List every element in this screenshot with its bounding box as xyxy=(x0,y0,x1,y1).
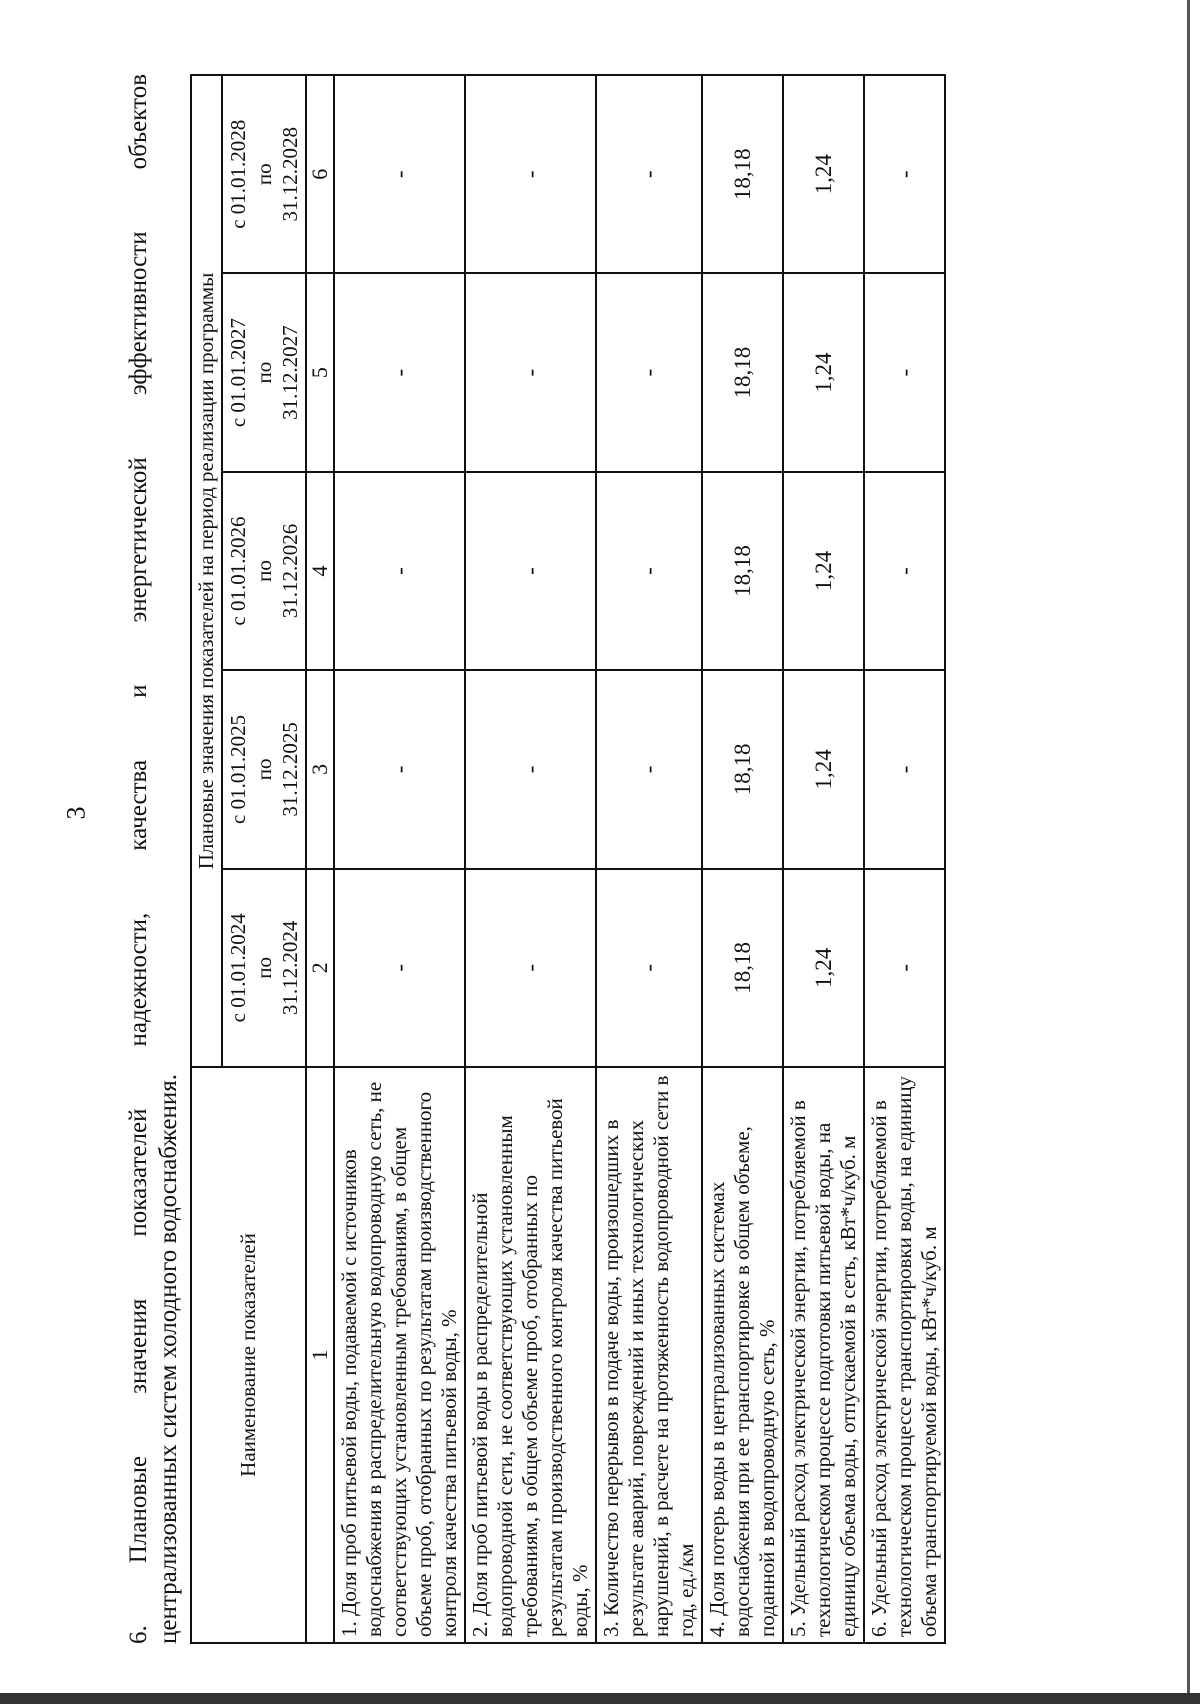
indicator-value: - xyxy=(334,472,465,670)
heading-word: качества xyxy=(125,759,152,851)
table-header-row xyxy=(191,75,222,1643)
indicator-value: - xyxy=(334,670,465,868)
group-header: Плановые значения показателей на период реализации программы xyxy=(191,75,222,1067)
indicator-name: 6. Удельный расход электрической энергии, потребляемой в технологическом процессе транспортировки воды, на единицу объема транспортируемой воды, кВт*ч/куб. м xyxy=(864,1067,945,1643)
indicator-value: - xyxy=(596,472,702,670)
scan-edge-bottom xyxy=(0,1693,1200,1704)
indicator-value: - xyxy=(465,472,596,670)
column-number: 5 xyxy=(306,273,334,471)
indicator-value: - xyxy=(465,869,596,1067)
column-number: 4 xyxy=(306,472,334,670)
table-row xyxy=(596,75,702,1643)
indicator-value: - xyxy=(864,75,945,273)
heading-word: показателей xyxy=(125,1108,152,1237)
section-heading xyxy=(124,74,184,1644)
indicator-name: 4. Доля потерь воды в централизованных системах водоснабжения при ее транспортировке в общем объеме, поданной в водопроводную сеть, % xyxy=(702,1067,783,1643)
indicator-value: 18,18 xyxy=(702,75,783,273)
indicator-value: - xyxy=(465,670,596,868)
indicator-value: - xyxy=(596,273,702,471)
heading-word: энергетической xyxy=(125,457,152,623)
indicator-value: 18,18 xyxy=(702,670,783,868)
indicator-value: - xyxy=(596,670,702,868)
heading-line-1 xyxy=(124,74,154,1644)
indicator-name: 5. Удельный расход электрической энергии, потребляемой в технологическом процессе подготовки питьевой воды, на единицу объема воды, отпускаемой в сеть, кВт*ч/куб. м xyxy=(783,1067,864,1643)
indicator-name: 2. Доля проб питьевой воды в распределительной водопроводной сети, не соответствующих установленным требованиям, в общем объеме проб, отобранных по результатам производственного контроля качества питьевой воды, % xyxy=(465,1067,596,1643)
indicator-name: 1. Доля проб питьевой воды, подаваемой с источников водоснабжения в распределительную водопроводную сеть, не соответствующих установленным требованиям, в общем объеме проб, отобранных по результатам производственного контроля качества питьевой воды, % xyxy=(334,1067,465,1643)
scan-edge-right xyxy=(1187,0,1190,1704)
heading-word: эффективности xyxy=(125,231,152,396)
page-number: 3 xyxy=(61,806,91,820)
indicator-value: - xyxy=(596,869,702,1067)
heading-word: Плановые xyxy=(125,1455,152,1564)
indicator-value: 18,18 xyxy=(702,273,783,471)
indicator-value: - xyxy=(334,75,465,273)
table-row xyxy=(783,75,864,1643)
indicator-value: - xyxy=(334,869,465,1067)
period-header: с 01.01.2027 по 31.12.2027 xyxy=(222,273,306,471)
heading-line-2: централизованных систем холодного водоснабжения. xyxy=(155,1074,182,1644)
indicator-value: - xyxy=(596,75,702,273)
indicator-name: 3. Количество перерывов в подаче воды, произошедших в результате аварий, повреждений и иных технологических нарушений, в расчете на протяженность водопроводной сети в год, ед./км xyxy=(596,1067,702,1643)
indicator-value: - xyxy=(864,670,945,868)
indicator-value: 18,18 xyxy=(702,869,783,1067)
indicator-value: - xyxy=(465,75,596,273)
name-column-header: Наименование показателей xyxy=(191,1067,306,1643)
indicator-value: 1,24 xyxy=(783,670,864,868)
column-number-row xyxy=(306,75,334,1643)
heading-word: значения xyxy=(125,1298,152,1394)
indicator-value: - xyxy=(864,869,945,1067)
indicator-value: 18,18 xyxy=(702,472,783,670)
heading-word: и xyxy=(125,684,152,698)
column-number: 3 xyxy=(306,670,334,868)
table-row xyxy=(702,75,783,1643)
period-header: с 01.01.2024 по 31.12.2024 xyxy=(222,869,306,1067)
heading-word: 6. xyxy=(125,1625,152,1644)
indicator-value: 1,24 xyxy=(783,869,864,1067)
table-row xyxy=(864,75,945,1643)
indicator-value: - xyxy=(334,273,465,471)
indicator-value: 1,24 xyxy=(783,472,864,670)
period-header: с 01.01.2026 по 31.12.2026 xyxy=(222,472,306,670)
indicator-value: - xyxy=(864,273,945,471)
indicator-value: 1,24 xyxy=(783,75,864,273)
table-row xyxy=(465,75,596,1643)
column-number: 1 xyxy=(306,1067,334,1643)
column-number: 2 xyxy=(306,869,334,1067)
period-header: с 01.01.2028 по 31.12.2028 xyxy=(222,75,306,273)
indicators-table xyxy=(190,74,946,1644)
column-number: 6 xyxy=(306,75,334,273)
heading-word: объектов xyxy=(125,74,152,170)
indicator-value: - xyxy=(465,273,596,471)
period-header: с 01.01.2025 по 31.12.2025 xyxy=(222,670,306,868)
indicator-value: 1,24 xyxy=(783,273,864,471)
heading-word: надежности, xyxy=(125,912,152,1047)
table-row xyxy=(334,75,465,1643)
indicator-value: - xyxy=(864,472,945,670)
